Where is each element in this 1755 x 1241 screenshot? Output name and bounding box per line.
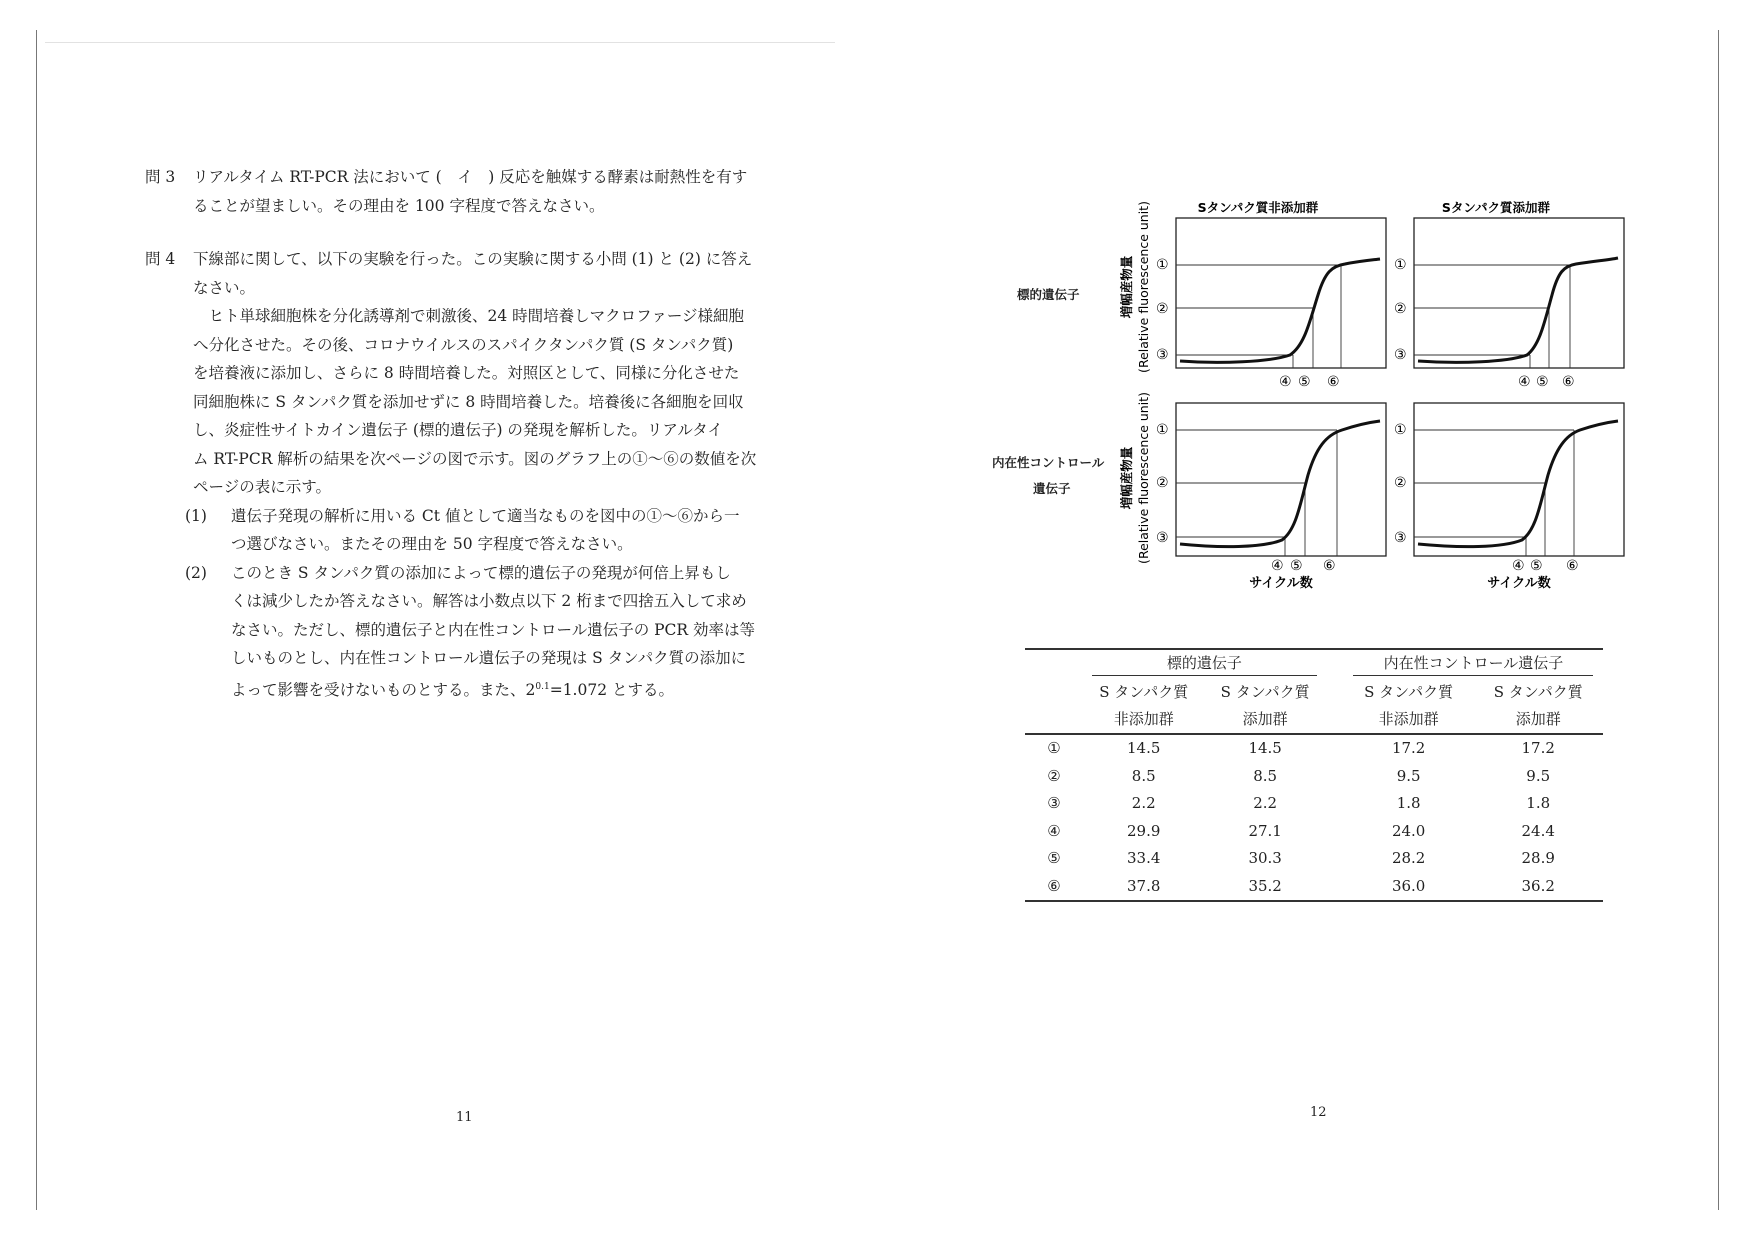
table-gap <box>1326 845 1344 873</box>
row-label: ⑤ <box>1047 849 1061 868</box>
table-row <box>1025 734 1603 763</box>
sub-question-2-line: このとき S タンパク質の添加によって標的遺伝子の発現が何倍上昇もし <box>231 563 731 582</box>
table-cell: 30.3 <box>1248 849 1282 868</box>
table-cell: 14.5 <box>1248 739 1282 758</box>
amplification-curve <box>1180 421 1380 547</box>
mark-6: ⑥ <box>1323 558 1336 574</box>
experiment-line: を培養液に添加し、さらに 8 時間培養した。対照区として、同様に分化させた <box>193 364 740 382</box>
table-row <box>1025 817 1603 845</box>
mark-1: ① <box>1156 257 1169 273</box>
table-column-header: S タンパク質 <box>1099 682 1189 701</box>
table-cell: 24.0 <box>1391 821 1426 840</box>
table-corner <box>1025 678 1083 706</box>
table-column-header: 添加群 <box>1473 705 1603 734</box>
table-cell: 29.9 <box>1127 821 1161 840</box>
table-cell: 2.2 <box>1131 794 1156 813</box>
top-rule <box>45 42 835 43</box>
row-label-control-2: 遺伝子 <box>1033 481 1071 496</box>
mark-1: ① <box>1394 422 1407 438</box>
question-4 <box>145 245 785 704</box>
mark-2: ② <box>1394 301 1407 317</box>
question-3-line: リアルタイム RT-PCR 法において ( イ ) 反応を触媒する酵素は耐熱性を有す <box>193 168 748 186</box>
mark-5: ⑤ <box>1536 374 1549 390</box>
row-label: ③ <box>1047 794 1061 813</box>
sub-question-2-line: しいものとし、内在性コントロール遺伝子の発現は S タンパク質の添加に <box>231 649 747 667</box>
mark-3: ③ <box>1394 530 1407 546</box>
panel-target-no-s <box>1156 218 1386 390</box>
sub-question-1-number: (1) <box>185 506 207 525</box>
page-number-right: 12 <box>1310 1105 1327 1120</box>
panel-frame <box>1176 218 1386 368</box>
mark-1: ① <box>1394 257 1407 273</box>
table-gap <box>1326 649 1344 678</box>
table-cell: 36.2 <box>1473 872 1603 901</box>
table-row <box>1025 872 1603 901</box>
amplification-curve <box>1180 259 1380 362</box>
question-3-number: 問 3 <box>145 168 176 186</box>
table-column-header: S タンパク質 <box>1493 682 1583 701</box>
table-gap <box>1326 734 1344 763</box>
table-cell: 17.2 <box>1521 739 1555 758</box>
mark-5: ⑤ <box>1290 558 1303 574</box>
table-gap <box>1326 678 1344 706</box>
group-header-text: 内在性コントロール遺伝子 <box>1353 652 1593 676</box>
table-cell: 35.2 <box>1204 872 1325 901</box>
question-3-line: ることが望ましい。その理由を 100 字程度で答えなさい。 <box>193 196 605 215</box>
amplification-curve <box>1418 421 1618 547</box>
mark-5: ⑤ <box>1298 374 1311 390</box>
panel-control-with-s <box>1394 403 1624 591</box>
row-label: ⑥ <box>1025 872 1083 901</box>
panel-target-with-s <box>1394 218 1624 390</box>
sub-question-2-line <box>231 673 785 705</box>
mark-6: ⑥ <box>1566 558 1579 574</box>
question-4-intro-line: 下線部に関して、以下の実験を行った。この実験に関する小問 (1) と (2) に答え <box>193 250 753 268</box>
exponent: 0.1 <box>535 681 550 692</box>
question-4-number: 問 4 <box>145 250 176 268</box>
x-axis-label: サイクル数 <box>1487 576 1551 591</box>
mark-5: ⑤ <box>1530 558 1543 574</box>
table-gap <box>1326 817 1344 845</box>
table-corner <box>1025 649 1083 678</box>
sub-question-1-line: つ選びなさい。またその理由を 50 字程度で答えなさい。 <box>231 535 633 553</box>
row-label: ① <box>1047 739 1061 758</box>
amplification-curve <box>1418 258 1618 362</box>
table-cell: 8.5 <box>1253 766 1278 785</box>
sub-question-2-number: (2) <box>185 563 207 582</box>
table-group-header-control <box>1344 649 1603 678</box>
col-title-no-s-protein: Sタンパク質非添加群 <box>1197 200 1319 215</box>
table-cell: 33.4 <box>1127 849 1161 868</box>
experiment-line: ページの表に示す。 <box>193 478 331 496</box>
table-cell: 27.1 <box>1248 821 1282 840</box>
sub-question-1-line: 遺伝子発現の解析に用いる Ct 値として適当なものを図中の①～⑥から一 <box>231 506 740 525</box>
mark-4: ④ <box>1518 374 1531 390</box>
mark-2: ② <box>1156 475 1169 491</box>
table-column-header: S タンパク質 <box>1220 682 1310 701</box>
left-page-edge <box>36 30 37 1210</box>
table-group-header-row <box>1025 649 1603 678</box>
table-cell: 9.5 <box>1526 766 1551 785</box>
table-gap <box>1326 762 1344 790</box>
mark-2: ② <box>1394 475 1407 491</box>
table-cell: 9.5 <box>1396 766 1421 785</box>
table-column-header: 非添加群 <box>1083 705 1204 734</box>
row-label: ② <box>1047 766 1061 785</box>
table-column-header: S タンパク質 <box>1364 682 1454 701</box>
table-column-header-row <box>1025 705 1603 734</box>
panel-control-no-s <box>1156 403 1386 591</box>
mark-4: ④ <box>1512 558 1525 574</box>
sub-question-2 <box>145 559 785 705</box>
mark-6: ⑥ <box>1562 374 1575 390</box>
table-row <box>1025 762 1603 790</box>
question-4-intro-line: なさい。 <box>193 278 256 297</box>
table-gap <box>1326 790 1344 818</box>
x-axis-label: サイクル数 <box>1249 576 1313 591</box>
mark-3: ③ <box>1156 530 1169 546</box>
table-cell: 1.8 <box>1396 794 1421 813</box>
table-cell: 8.5 <box>1131 766 1156 785</box>
table-cell: 36.0 <box>1344 872 1474 901</box>
table-gap <box>1326 872 1344 901</box>
sub-question-2-line: なさい。ただし、標的遺伝子と内在性コントロール遺伝子の PCR 効率は等 <box>231 620 756 639</box>
rt-pcr-figure <box>1120 190 1720 590</box>
sub-question-1 <box>145 502 785 559</box>
table-column-header-row <box>1025 678 1603 706</box>
table-cell: 14.5 <box>1127 739 1161 758</box>
table-corner <box>1025 705 1083 734</box>
experiment-line: ム RT-PCR 解析の結果を次ページの図で示す。図のグラフ上の①～⑥の数値を次 <box>193 449 757 468</box>
mark-3: ③ <box>1394 347 1407 363</box>
ct-values-table <box>1025 648 1603 902</box>
experiment-line: 同細胞株に S タンパク質を添加せずに 8 時間培養した。培養後に各細胞を回収 <box>193 392 744 411</box>
experiment-line: ヒト単球細胞株を分化誘導剤で刺激後、24 時間培養しマクロファージ様細胞 <box>208 307 745 325</box>
mark-2: ② <box>1156 301 1169 317</box>
y-axis-label-top <box>1119 201 1151 373</box>
mark-4: ④ <box>1279 374 1292 390</box>
experiment-line: へ分化させた。その後、コロナウイルスのスパイクタンパク質 (S タンパク質) <box>193 335 734 354</box>
table-cell: 17.2 <box>1391 739 1426 758</box>
sub-question-2-text: よって影響を受けないものとする。また、2 <box>231 680 536 699</box>
sub-question-2-text: =1.072 とする。 <box>549 680 674 699</box>
row-label-target: 標的遺伝子 <box>1017 287 1080 302</box>
table-gap <box>1326 705 1344 734</box>
y-label-line1: 増幅産物量 <box>1119 446 1134 510</box>
row-label-control: 内在性コントロール <box>992 455 1105 470</box>
question-3 <box>145 163 785 220</box>
table-column-header: 非添加群 <box>1344 705 1474 734</box>
table-cell: 28.9 <box>1521 849 1555 868</box>
col-title-s-protein: Sタンパク質添加群 <box>1441 200 1551 215</box>
y-axis-label-bottom <box>1119 392 1151 564</box>
y-label-line2: (Relative fluorescence unit) <box>1136 201 1151 373</box>
experiment-line: し、炎症性サイトカイン遺伝子 (標的遺伝子) の発現を解析した。リアルタイ <box>193 421 723 439</box>
sub-question-2-line: くは減少したか答えなさい。解答は小数点以下 2 桁まで四捨五入して求め <box>231 592 747 610</box>
table-cell: 2.2 <box>1253 794 1278 813</box>
row-label: ④ <box>1047 821 1061 840</box>
table-cell: 28.2 <box>1391 849 1426 868</box>
y-label-line1: 増幅産物量 <box>1119 255 1134 319</box>
table-row <box>1025 845 1603 873</box>
panel-frame <box>1414 218 1624 368</box>
mark-4: ④ <box>1271 558 1284 574</box>
mark-6: ⑥ <box>1327 374 1340 390</box>
table-cell: 24.4 <box>1521 821 1555 840</box>
table-column-header: 添加群 <box>1204 705 1325 734</box>
table-row <box>1025 790 1603 818</box>
table-cell: 37.8 <box>1083 872 1204 901</box>
table-cell: 1.8 <box>1526 794 1551 813</box>
table-group-header-target <box>1083 649 1326 678</box>
y-label-line2: (Relative fluorescence unit) <box>1136 392 1151 564</box>
group-header-text: 標的遺伝子 <box>1092 652 1317 676</box>
page-number-left: 11 <box>456 1110 473 1125</box>
mark-3: ③ <box>1156 347 1169 363</box>
mark-1: ① <box>1156 422 1169 438</box>
